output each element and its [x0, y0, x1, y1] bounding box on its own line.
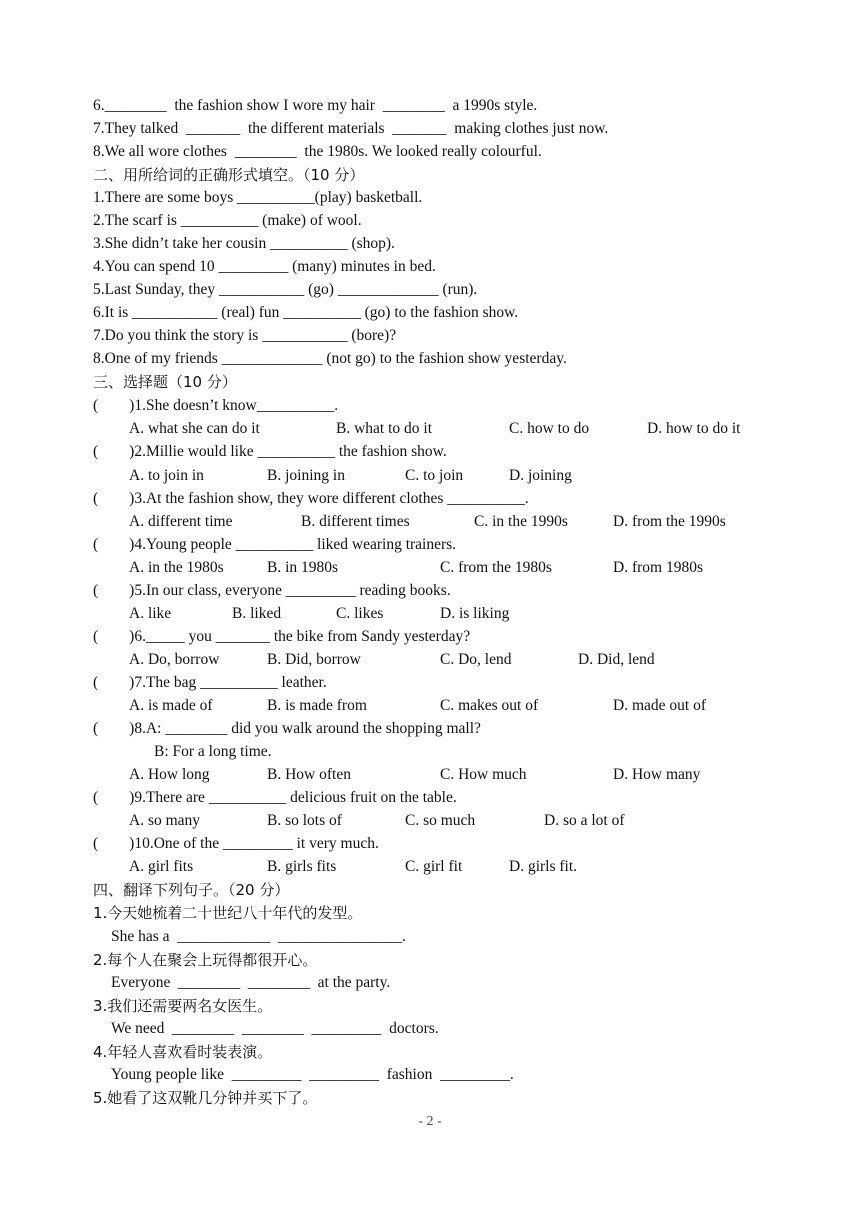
option-c: C. in the 1990s — [474, 513, 568, 530]
prev-item-8: 8.We all wore clothes ________ the 1980s. We looked really colourful. — [93, 143, 542, 160]
option-c: C. makes out of — [440, 697, 539, 714]
translation-answer: Young people like _________ _________ fashion _________. — [111, 1066, 514, 1083]
question-stem: ( )4.Young people __________ liked wearing trainers. — [93, 536, 457, 553]
option-c: C. Do, lend — [440, 651, 512, 668]
option-b: B. girls fits — [267, 858, 337, 875]
section2-item: 8.One of my friends _____________ (not go) to the fashion show yesterday. — [93, 350, 567, 367]
option-b: B. joining in — [267, 467, 345, 484]
translation-prompt: 1.今天她梳着二十世纪八十年代的发型。 — [93, 904, 363, 922]
option-d: D. from the 1990s — [613, 513, 726, 530]
option-a: A. different time — [129, 513, 233, 530]
option-c: C. to join — [405, 467, 464, 484]
option-b: B. different times — [301, 513, 410, 530]
prev-item-7: 7.They talked _______ the different materials _______ making clothes just now. — [93, 120, 609, 137]
option-d: D. is liking — [440, 605, 510, 622]
option-d: D. made out of — [613, 697, 706, 714]
option-b: B. so lots of — [267, 812, 342, 829]
translation-prompt: 5.她看了这双靴几分钟并买下了。 — [93, 1089, 318, 1107]
option-c: C. from the 1980s — [440, 559, 552, 576]
translation-prompt: 2.每个人在聚会上玩得都很开心。 — [93, 951, 318, 969]
question-stem: ( )8.A: ________ did you walk around the shopping mall? — [93, 720, 481, 737]
question-stem: ( )5.In our class, everyone _________ reading books. — [93, 582, 451, 599]
option-a: A. girl fits — [129, 858, 194, 875]
option-b: B. liked — [232, 605, 282, 622]
option-a: A. in the 1980s — [129, 559, 224, 576]
option-a: A. Do, borrow — [129, 651, 220, 668]
option-c: C. how to do — [509, 420, 590, 437]
question-stem: ( )7.The bag __________ leather. — [93, 674, 327, 691]
option-a: A. so many — [129, 812, 201, 829]
question-stem: ( )2.Millie would like __________ the fashion show. — [93, 443, 447, 460]
option-a: A. is made of — [129, 697, 213, 714]
section2-item: 4.You can spend 10 _________ (many) minutes in bed. — [93, 258, 436, 275]
option-c: C. girl fit — [405, 858, 463, 875]
option-d: D. how to do it — [647, 420, 741, 437]
section2-item: 3.She didn’t take her cousin __________ (shop). — [93, 235, 395, 252]
section2-item: 5.Last Sunday, they ___________ (go) _____________ (run). — [93, 281, 478, 298]
question-stem: ( )6._____ you _______ the bike from Sandy yesterday? — [93, 628, 471, 645]
option-d: D. How many — [613, 766, 701, 783]
option-d: D. girls fit. — [509, 858, 578, 875]
option-a: A. to join in — [129, 467, 204, 484]
translation-answer: We need ________ ________ _________ doctors. — [111, 1020, 439, 1037]
option-b: B. How often — [267, 766, 351, 783]
option-b: B. Did, borrow — [267, 651, 361, 668]
option-d: D. so a lot of — [544, 812, 625, 829]
option-a: A. what she can do it — [129, 420, 260, 437]
question-stem: ( )10.One of the _________ it very much. — [93, 835, 379, 852]
option-a: A. like — [129, 605, 172, 622]
section2-item: 2.The scarf is __________ (make) of wool. — [93, 212, 362, 229]
option-d: D. joining — [509, 467, 572, 484]
option-b: B. in 1980s — [267, 559, 339, 576]
translation-prompt: 4.年轻人喜欢看时装表演。 — [93, 1043, 273, 1061]
translation-answer: Everyone ________ ________ at the party. — [111, 974, 391, 991]
option-b: B. is made from — [267, 697, 367, 714]
section3-heading: 三、选择题（10 分） — [93, 373, 237, 391]
question-extra: B: For a long time. — [154, 743, 272, 760]
translation-answer: She has a ____________ ________________. — [111, 928, 406, 945]
option-c: C. so much — [405, 812, 476, 829]
translation-prompt: 3.我们还需要两名女医生。 — [93, 997, 273, 1015]
page-number: - 2 - — [418, 1114, 442, 1129]
section2-heading: 二、用所给词的正确形式填空。（10 分） — [93, 166, 365, 184]
prev-item-6: 6.________ the fashion show I wore my hair ________ a 1990s style. — [93, 97, 538, 114]
section4-heading: 四、翻译下列句子。（20 分） — [93, 881, 290, 899]
section2-item: 6.It is ___________ (real) fun __________ (go) to the fashion show. — [93, 304, 519, 321]
question-stem: ( )9.There are __________ delicious fruit on the table. — [93, 789, 457, 806]
option-c: C. likes — [336, 605, 384, 622]
section2-item: 7.Do you think the story is ___________ (bore)? — [93, 327, 397, 344]
option-a: A. How long — [129, 766, 210, 783]
option-d: D. from 1980s — [613, 559, 703, 576]
option-c: C. How much — [440, 766, 527, 783]
section2-item: 1.There are some boys __________(play) basketball. — [93, 189, 423, 206]
option-d: D. Did, lend — [578, 651, 655, 668]
question-stem: ( )1.She doesn’t know__________. — [93, 397, 339, 414]
option-b: B. what to do it — [336, 420, 433, 437]
question-stem: ( )3.At the fashion show, they wore different clothes __________. — [93, 490, 529, 507]
